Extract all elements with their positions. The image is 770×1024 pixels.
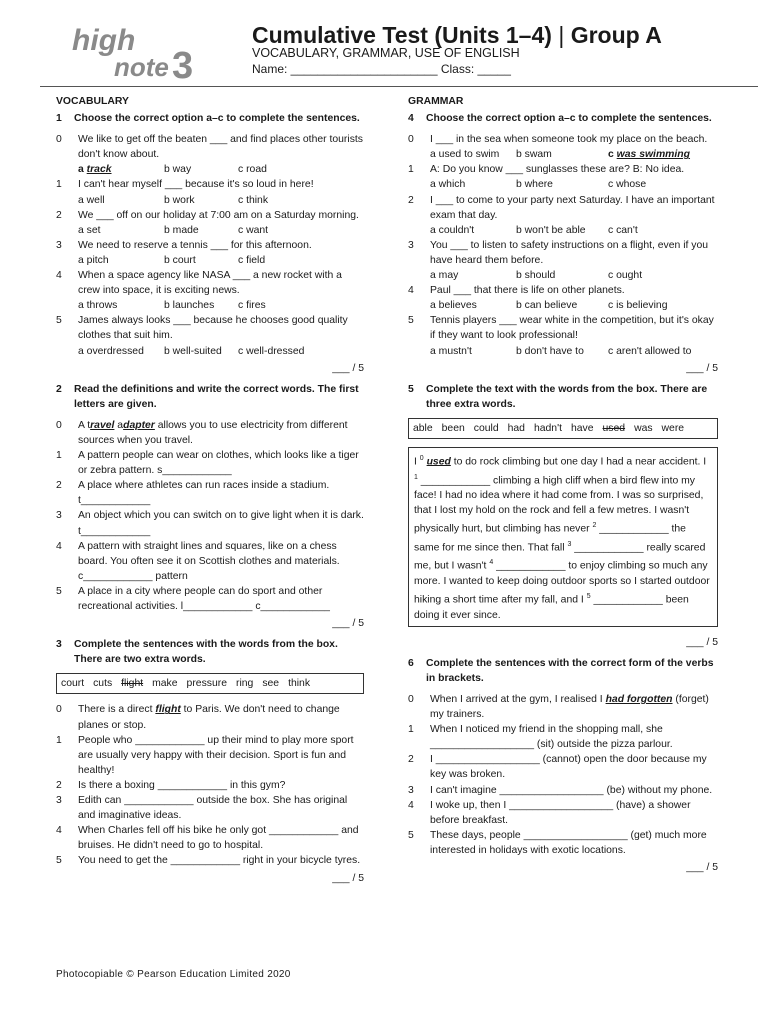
svg-text:3: 3	[172, 45, 194, 82]
list-item: 3 You ___ to listen to safety instructions on a flight, even if you have heard them before. a may b should c ought	[408, 239, 709, 282]
list-item: 1 I can't hear myself ___ because it's so loud in here! a well b work c think	[56, 179, 314, 206]
list-item: 4 When a space agency like NASA ___ a new rocket with a crew into space, it is exciting news. a throws b launches c fires	[56, 270, 342, 312]
list-item: 5 James always looks ___ because he chooses good quality clothes that suit him. a overdressed b well-suited c well-dressed	[56, 315, 348, 357]
section-heading-grammar: GRAMMAR	[408, 96, 464, 107]
list-item[interactable]: 2 A place where athletes can run races inside a stadium. t____________	[56, 480, 330, 507]
score-box[interactable]: ___ / 5	[686, 862, 718, 874]
vocabulary-column	[56, 94, 364, 892]
task-6-instruction: 6 Complete the sentences with the correct form of the verbs in brackets.	[408, 657, 714, 684]
task-2-items	[56, 418, 364, 614]
score-box[interactable]: ___ / 5	[686, 636, 718, 648]
list-item[interactable]: 1 People who ____________ up their mind to play more sport are usually very happy with their decision. Sport is fun and healthy!	[56, 734, 354, 776]
task-3-instruction: 3 Complete the sentences with the words from the box. There are two extra words.	[56, 639, 338, 666]
list-item: 0 A travel adapter allows you to use electricity from different sources when you travel.	[56, 419, 348, 446]
list-item: 0 There is a direct flight to Paris. We don't need to change planes or stop.	[56, 704, 340, 731]
score-box[interactable]: ___ / 5	[686, 362, 718, 374]
score-box[interactable]: ___ / 5	[332, 618, 364, 630]
list-item: 0 I ___ in the sea when someone took my place on the beach. a used to swim b swam c was swimming	[408, 132, 718, 162]
list-item[interactable]: 3 I can't imagine __________________ (be) without my phone.	[408, 784, 713, 796]
list-item[interactable]: 2 I __________________ (cannot) open the door because my key was broken.	[408, 754, 707, 781]
list-item[interactable]: 3 Edith can ____________ outside the box. She has original and imaginative ideas.	[56, 795, 348, 822]
svg-text:high: high	[72, 24, 136, 57]
task-2-instruction: 2 Read the definitions and write the correct words. The first letters are given.	[56, 383, 359, 410]
list-item: 1 A: Do you know ___ sunglasses these are? B: No idea. a which b where c whose	[408, 164, 685, 191]
answer-example: was swimming	[616, 149, 691, 161]
task-1-items	[56, 132, 364, 358]
task-3-items	[56, 702, 364, 868]
task-4-instruction: 4 Choose the correct option a–c to complete the sentences.	[408, 113, 712, 125]
page-title: Cumulative Test (Units 1–4) | Group A	[252, 22, 662, 48]
list-item[interactable]: 4 A pattern with straight lines and squares, like on a chess board. You often see it on Scottish clothes and materials. c____________ pattern	[56, 540, 340, 582]
list-item: 5 Tennis players ___ wear white in the competition, but it's okay if they want to look professional! a mustn't b don't have to c aren't allowed to	[408, 315, 714, 357]
list-item[interactable]: 5 A place in a city where people can do sport and other recreational activities. l____________ c____________	[56, 585, 330, 612]
task-1-instruction: 1 Choose the correct option a–c to complete the sentences.	[56, 113, 360, 125]
task-4-items	[408, 132, 718, 358]
name-class-line: Name: ______________________ Class: _____	[252, 62, 511, 76]
svg-text:note: note	[114, 52, 169, 82]
header-divider	[40, 86, 758, 87]
page-subtitle: VOCABULARY, GRAMMAR, USE OF ENGLISH	[252, 46, 520, 60]
list-item[interactable]: 1 When I noticed my friend in the shopping mall, she __________________ (sit) outside the pizza parlour.	[408, 724, 673, 751]
section-heading-vocabulary: VOCABULARY	[56, 96, 129, 107]
list-item[interactable]: 5 You need to get the ____________ right in your bicycle tyres.	[56, 855, 361, 867]
grammar-column	[408, 94, 718, 881]
task-6-items	[408, 692, 718, 858]
word-box: able been could had hadn't have used was were	[408, 418, 718, 439]
high-note-3-logo	[68, 20, 208, 82]
score-box[interactable]: ___ / 5	[332, 362, 364, 374]
task-5-instruction: 5 Complete the text with the words from the box. There are three extra words.	[408, 383, 708, 410]
copyright-footer: Photocopiable © Pearson Education Limited 2020	[56, 969, 291, 980]
list-item: 2 I ___ to come to your party next Saturday. I have an important exam that day. a couldn't b won't be able c can't	[408, 194, 715, 236]
list-item: 0 When I arrived at the gym, I realised I had forgotten (forget) my trainers.	[408, 694, 709, 721]
answer-example: track	[86, 164, 112, 176]
list-item: 4 Paul ___ that there is life on other planets. a believes b can believe c is believing	[408, 285, 668, 312]
list-item[interactable]: 4 When Charles fell off his bike he only got ____________ and bruises. He didn't need to go to hospital.	[56, 825, 359, 852]
list-item: 2 We ___ off on our holiday at 7:00 am on a Saturday morning. a set b made c want	[56, 209, 359, 236]
gap-fill-text[interactable]: I $^0$ used to do rock climbing but one day I had a near accident. I $^1$ ____________ climbing a high cliff when a bird flew into my face! I had no idea where it had come from. I was so surprised, that I lost my hold on the rock and fell a few metres. I wasn't physically hurt, but climbing has never $^2$ ____________ the same for me since then. That fall $^3$ ____________ really scared me, but I wasn't $^4$ ____________ to enjoy climbing so much any more. I wanted to keep doing outdoor sports so I started outdoor hiking a short time after my fall, and I $^5$ ____________ been doing it ever since.	[408, 447, 718, 627]
score-box[interactable]: ___ / 5	[332, 872, 364, 884]
list-item[interactable]: 5 These days, people __________________ (get) much more interested in holidays with exotic locations.	[408, 829, 707, 856]
word-box: court cuts flight make pressure ring see think	[56, 673, 364, 694]
list-item[interactable]: 1 A pattern people can wear on clothes, which looks like a tiger or zebra pattern. s____________	[56, 450, 359, 477]
list-item[interactable]: 2 Is there a boxing ____________ in this gym?	[56, 779, 286, 791]
list-item[interactable]: 4 I woke up, then I __________________ (have) a shower before breakfast.	[408, 799, 691, 826]
list-item: 3 We need to reserve a tennis ___ for this afternoon. a pitch b court c field	[56, 239, 312, 266]
list-item[interactable]: 3 An object which you can switch on to give light when it is dark. t____________	[56, 510, 364, 537]
list-item: 0 We like to get off the beaten ___ and find places other tourists don't know about. a track b way c road	[56, 132, 364, 177]
